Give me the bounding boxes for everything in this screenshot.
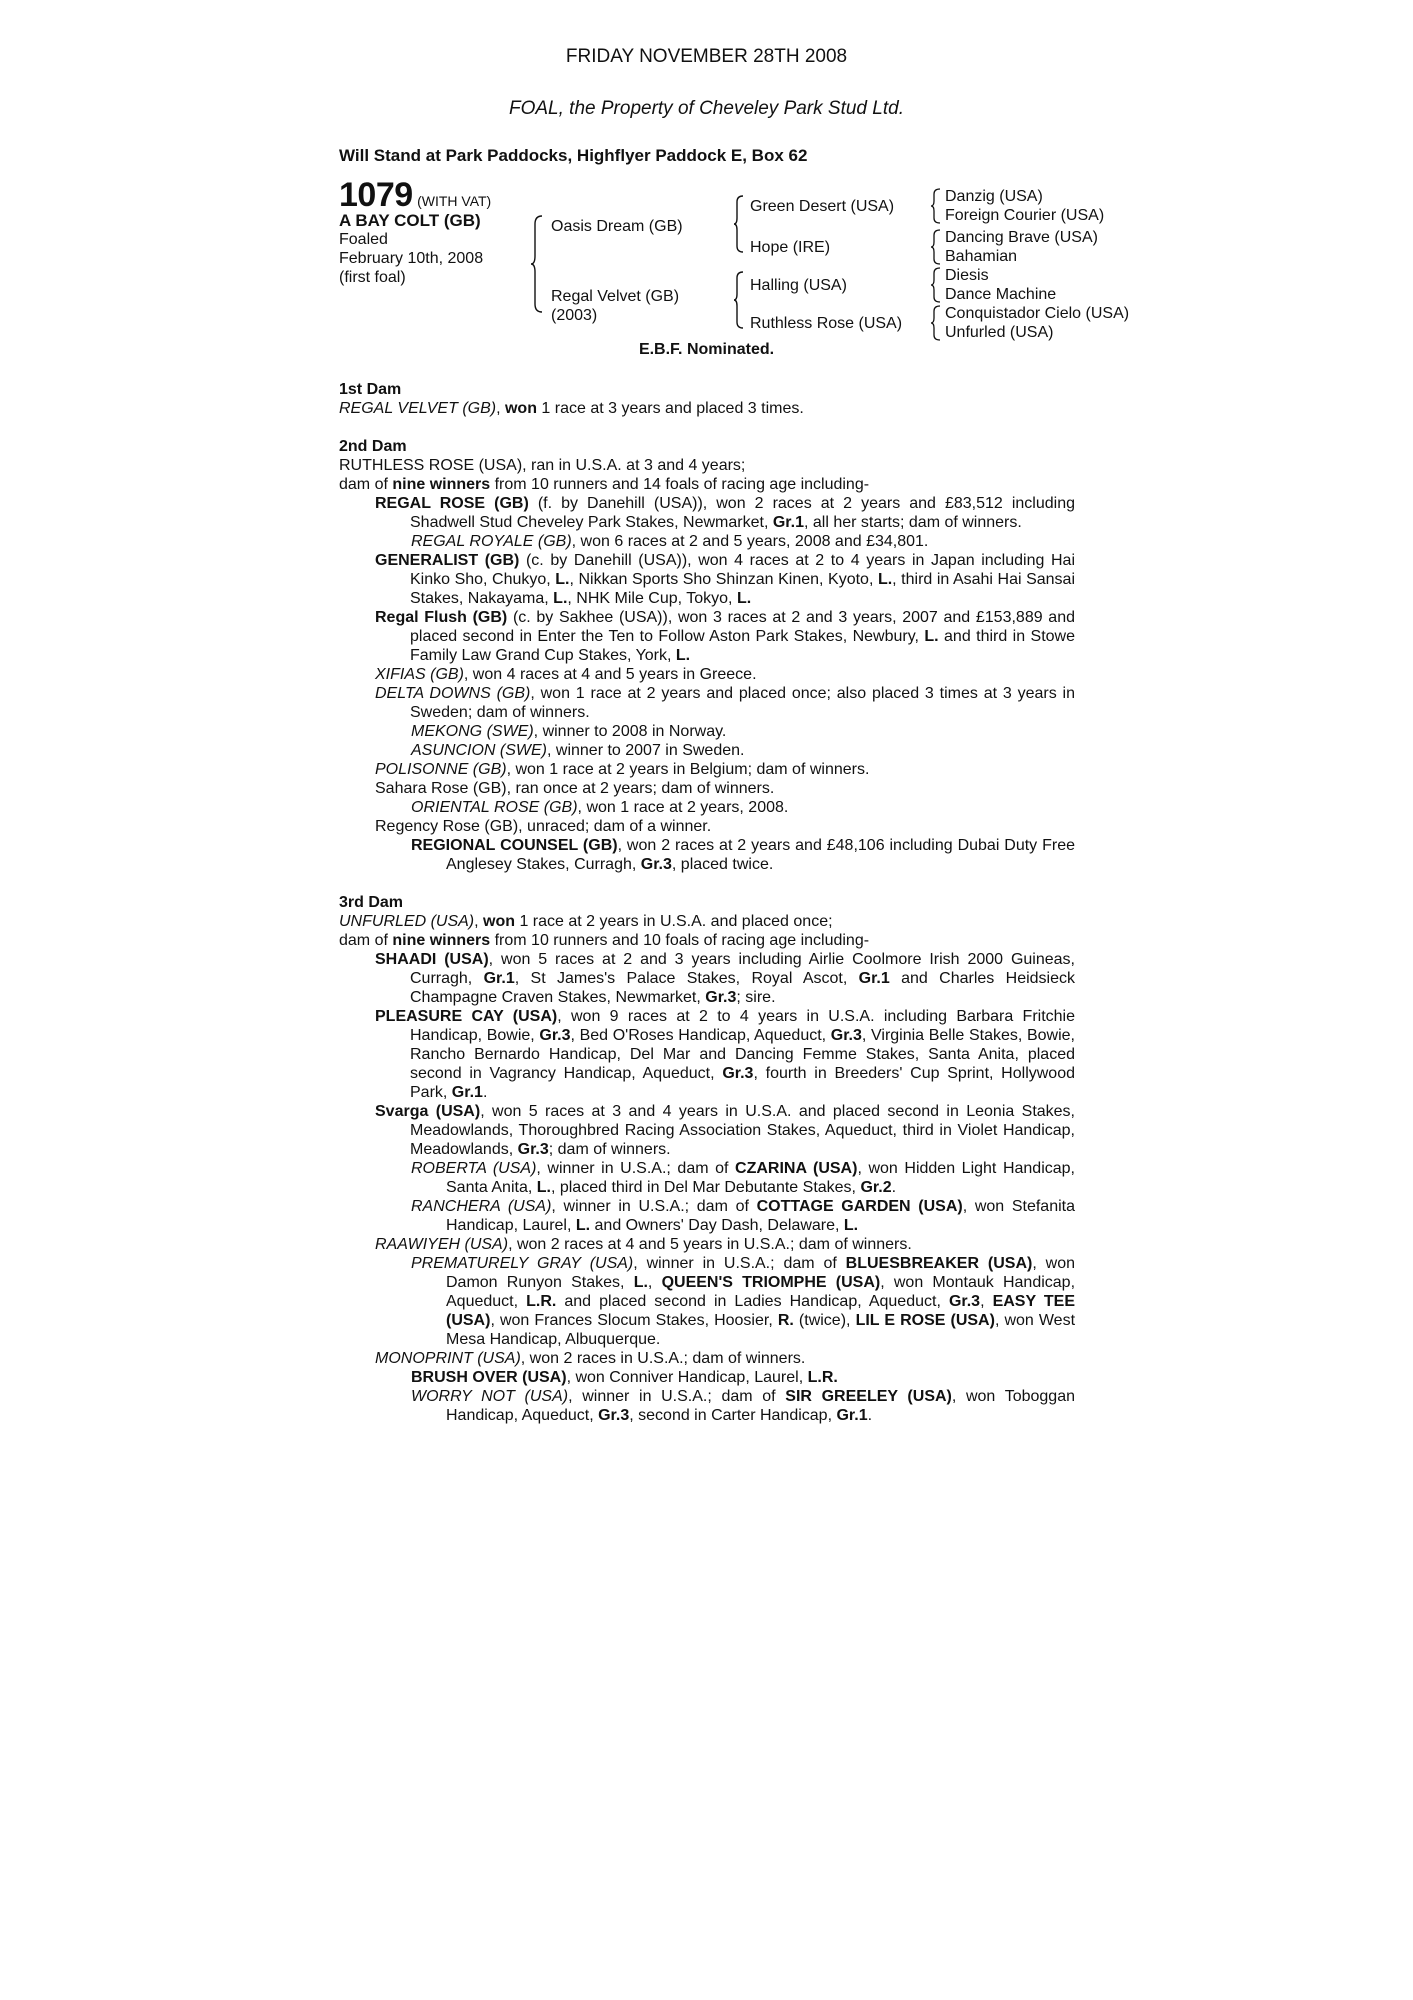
second-dam-line1: RUTHLESS ROSE (USA), ran in U.S.A. at 3 and 4 years; — [339, 457, 746, 474]
lot-description: A BAY COLT (GB) — [339, 211, 481, 230]
foaled-date: February 10th, 2008 — [339, 250, 484, 267]
produce-prematurely-gray: PREMATURELY GRAY (USA), winner in U.S.A.; dam of BLUESBREAKER (USA), won Damon Runyon Stakes, L., QUEEN'S TRIOMPHE (USA), won Montauk Handicap, Aqueduct, L.R. and placed second in Ladies Handicap, Aqueduct, Gr.3, EASY TEE (USA), won Frances Slocum Stakes, Hoosier, R. (twice), LIL E ROSE (USA), won West Mesa Handicap, Albuquerque. — [411, 1255, 1076, 1348]
dam-name: Regal Velvet (GB) — [551, 288, 680, 305]
dsd: Dance Machine — [945, 286, 1057, 303]
produce-regal-rose: REGAL ROSE (GB) (f. by Danehill (USA)), won 2 races at 2 years and £83,512 including Shadwell Stud Cheveley Park Stakes, Newmarket, Gr.1, all her starts; dam of winners. — [375, 495, 1075, 531]
produce-shaadi: SHAADI (USA), won 5 races at 2 and 3 years including Airlie Coolmore Irish 2000 Guineas, Curragh, Gr.1, St James's Palace Stakes, Royal Ascot, Gr.1 and Charles Heidsieck Champagne Craven Stakes, Newmarket, Gr.3; sire. — [375, 951, 1075, 1006]
stand-location: Will Stand at Park Paddocks, Highflyer Paddock E, Box 62 — [339, 146, 808, 165]
produce-monoprint: MONOPRINT (USA), won 2 races in U.S.A.; dam of winners. — [375, 1350, 806, 1367]
first-dam-heading: 1st Dam — [339, 381, 402, 398]
produce-asuncion: ASUNCION (SWE), winner to 2007 in Sweden. — [411, 742, 745, 759]
produce-regency-rose: Regency Rose (GB), unraced; dam of a winner. — [375, 818, 712, 835]
sire-dam-brace — [530, 214, 544, 314]
g-brace-3 — [930, 266, 942, 304]
produce-svarga: Svarga (USA), won 5 races at 3 and 4 years in U.S.A. and placed second in Leonia Stakes, Meadowlands, Thoroughbred Racing Association Stakes, Aqueduct, third in Violet Handicap, Meadowlands, Gr.3; dam of winners. — [375, 1103, 1076, 1158]
produce-regional-counsel: REGIONAL COUNSEL (GB), won 2 races at 2 years and £48,106 including Dubai Duty Free Anglesey Stakes, Curragh, Gr.3, placed twice. — [411, 837, 1075, 873]
consignor-line: FOAL, the Property of Cheveley Park Stud Ltd. — [509, 98, 904, 119]
produce-delta-downs: DELTA DOWNS (GB), won 1 race at 2 years and placed once; also placed 3 times at 3 years in Sweden; dam of winners. — [375, 685, 1076, 721]
sire-parents-brace — [733, 194, 745, 254]
second-dam-heading: 2nd Dam — [339, 438, 407, 455]
catalogue-body — [339, 380, 1075, 1425]
produce-regal-flush: Regal Flush (GB) (c. by Sakhee (USA)), won 3 races at 2 and 3 years, 2007 and £153,889 and placed second in Enter the Ten to Follow Aston Park Stakes, Newbury, L. and third in Stowe Family Law Grand Cup Stakes, York, L. — [375, 609, 1076, 664]
foal-note: (first foal) — [339, 269, 406, 286]
sire-dam: Hope (IRE) — [750, 239, 831, 256]
produce-raawiyeh: RAAWIYEH (USA), won 2 races at 4 and 5 years in U.S.A.; dam of winners. — [375, 1236, 912, 1253]
ebf-nominated: E.B.F. Nominated. — [638, 341, 775, 358]
g-brace-2 — [930, 228, 942, 266]
first-dam-line: REGAL VELVET (GB), won 1 race at 3 years and placed 3 times. — [339, 400, 804, 417]
dss: Diesis — [945, 267, 989, 284]
dam-parents-brace — [733, 270, 745, 330]
lot-block — [339, 176, 492, 287]
ssd: Foreign Courier (USA) — [945, 207, 1105, 224]
third-dam-line1: UNFURLED (USA), won 1 race at 2 years in U.S.A. and placed once; — [339, 913, 833, 930]
produce-ranchera: RANCHERA (USA), winner in U.S.A.; dam of COTTAGE GARDEN (USA), won Stefanita Handicap, Laurel, L. and Owners' Day Dash, Delaware, L. — [411, 1198, 1075, 1234]
produce-polisonne: POLISONNE (GB), won 1 race at 2 years in Belgium; dam of winners. — [375, 761, 870, 778]
produce-xifias: XIFIAS (GB), won 4 races at 4 and 5 years in Greece. — [375, 666, 757, 683]
sale-date: FRIDAY NOVEMBER 28TH 2008 — [565, 46, 848, 67]
third-dam-heading: 3rd Dam — [339, 894, 404, 911]
lot-number: 1079 — [339, 176, 413, 214]
produce-generalist: GENERALIST (GB) (c. by Danehill (USA)), won 4 races at 2 to 4 years in Japan including Hai Kinko Sho, Chukyo, L., Nikkan Sports Sho Shinzan Kinen, Kyoto, L., third in Asahi Hai Sansai Stakes, Nakayama, L., NHK Mile Cup, Tokyo, L. — [375, 552, 1076, 607]
produce-sahara-rose: Sahara Rose (GB), ran once at 2 years; dam of winners. — [375, 780, 775, 797]
g-brace-1 — [930, 187, 942, 225]
dam-sire: Halling (USA) — [750, 277, 847, 294]
ddd: Unfurled (USA) — [945, 324, 1054, 341]
sdd: Bahamian — [945, 248, 1018, 265]
vat-note: (WITH VAT) — [417, 193, 492, 209]
sire-sire: Green Desert (USA) — [750, 198, 895, 215]
produce-roberta: ROBERTA (USA), winner in U.S.A.; dam of CZARINA (USA), won Hidden Light Handicap, Santa Anita, L., placed third in Del Mar Debutante Stakes, Gr.2. — [411, 1160, 1075, 1196]
dam-dam: Ruthless Rose (USA) — [750, 315, 903, 332]
sire-name: Oasis Dream (GB) — [551, 218, 683, 235]
sss: Danzig (USA) — [945, 188, 1043, 205]
produce-pleasure-cay: PLEASURE CAY (USA), won 9 races at 2 to 4 years in U.S.A. including Barbara Fritchie Handicap, Bowie, Gr.3, Bed O'Roses Handicap, Aqueduct, Gr.3, Virginia Belle Stakes, Bowie, Rancho Bernardo Handicap, Del Mar and Dancing Femme Stakes, Santa Anita, placed second in Vagrancy Handicap, Aqueduct, Gr.3, fourth in Breeders' Cup Sprint, Hollywood Park, Gr.1. — [375, 1008, 1076, 1101]
foaled-label: Foaled — [339, 231, 388, 248]
dam-year: (2003) — [551, 307, 598, 324]
g-brace-4 — [930, 304, 942, 342]
second-dam-line2: dam of nine winners from 10 runners and 14 foals of racing age including- — [339, 476, 870, 493]
sds: Dancing Brave (USA) — [945, 229, 1098, 246]
produce-worry-not: WORRY NOT (USA), winner in U.S.A.; dam of SIR GREELEY (USA), won Toboggan Handicap, Aqueduct, Gr.3, second in Carter Handicap, Gr.1. — [411, 1388, 1075, 1424]
produce-regal-royale: REGAL ROYALE (GB), won 6 races at 2 and 5 years, 2008 and £34,801. — [411, 533, 929, 550]
produce-mekong: MEKONG (SWE), winner to 2008 in Norway. — [411, 723, 727, 740]
produce-oriental-rose: ORIENTAL ROSE (GB), won 1 race at 2 years, 2008. — [411, 799, 789, 816]
third-dam-line2: dam of nine winners from 10 runners and 10 foals of racing age including- — [339, 932, 870, 949]
dds: Conquistador Cielo (USA) — [945, 305, 1130, 322]
produce-brush-over: BRUSH OVER (USA), won Conniver Handicap, Laurel, L.R. — [411, 1369, 838, 1386]
